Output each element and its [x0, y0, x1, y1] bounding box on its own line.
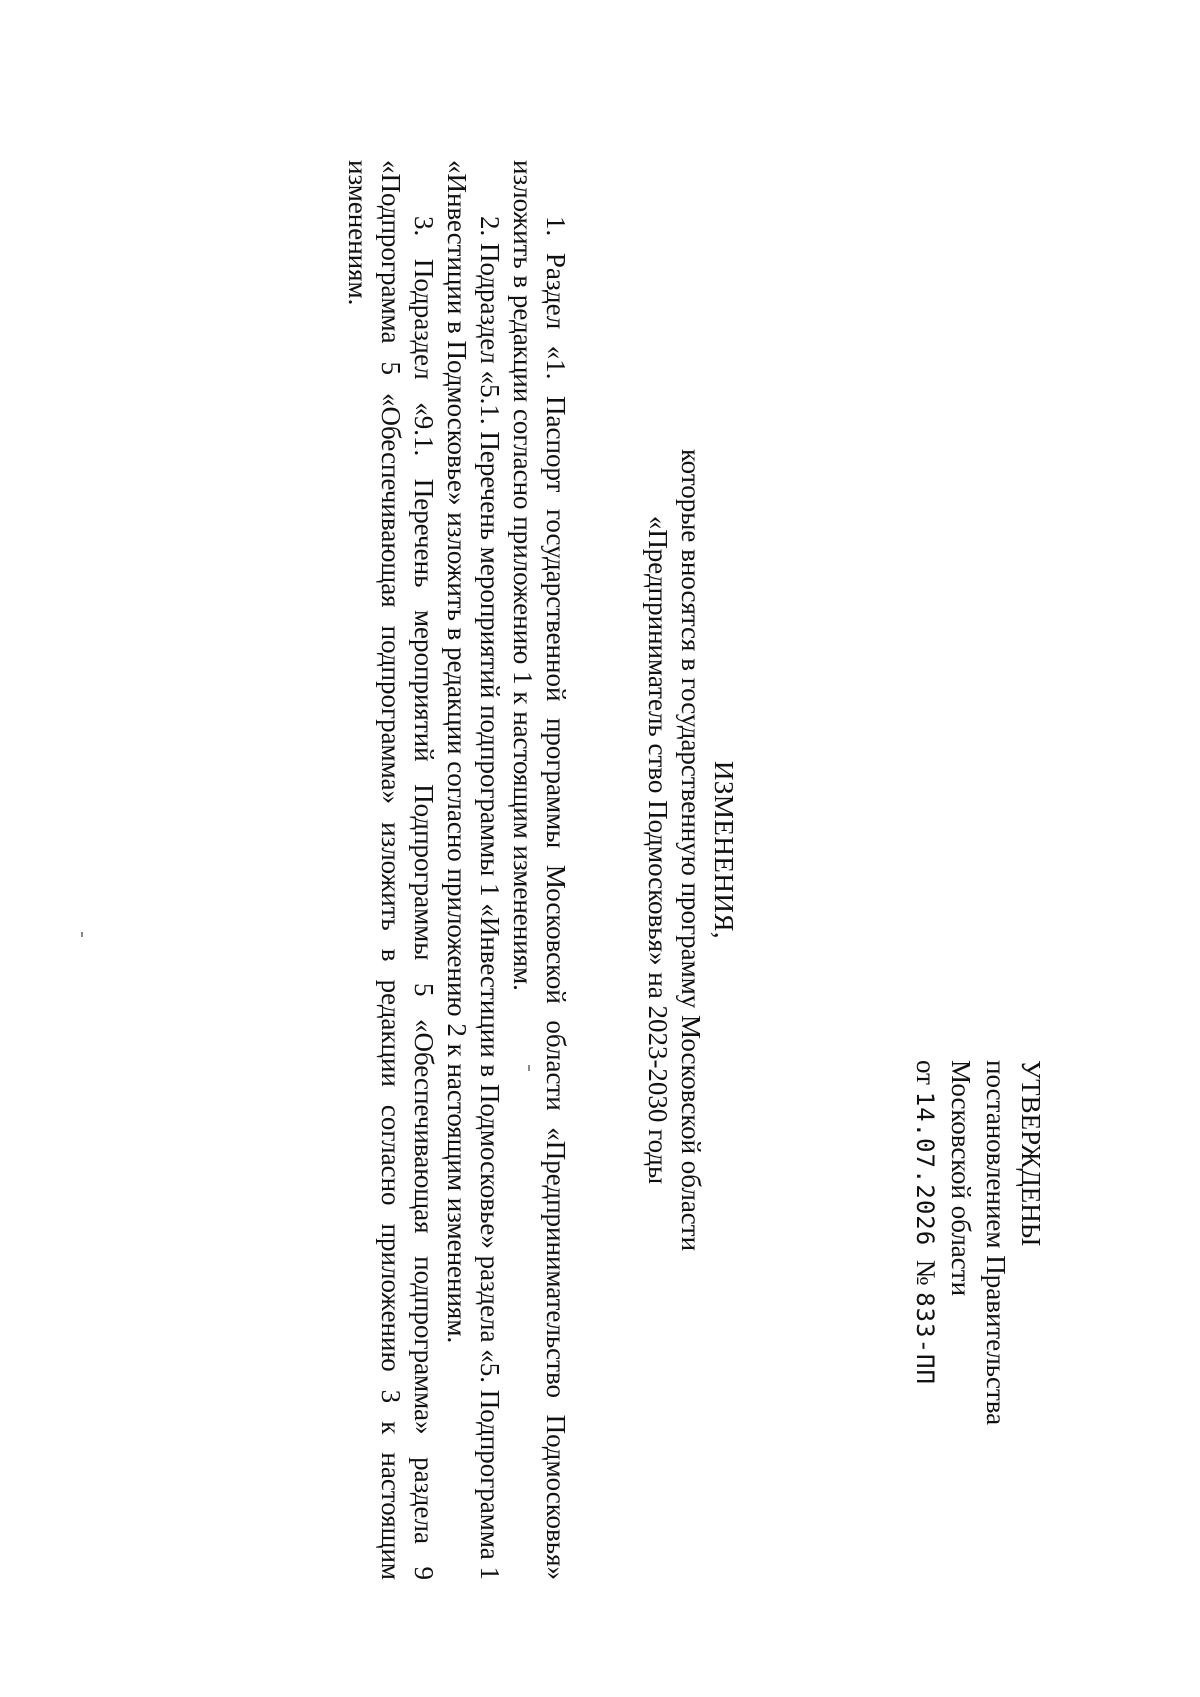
approval-heading: УТВЕРЖДЕНЫ [1016, 1060, 1046, 1247]
approval-line-1: постановлением Правительства [981, 1060, 1011, 1426]
paragraph-1: 1. Раздел «1. Паспорт государственной программы Московской области «Предпринимательство Подмосковья» изложить в редакции согласно приложению 1 к настоящим изменениям. [508, 160, 571, 1580]
approval-date: 14.07.2026 [911, 1091, 939, 1247]
scan-speck [81, 932, 83, 937]
document-title [641, 220, 740, 1480]
date-prefix: от [911, 1060, 941, 1085]
title-line-1: которые вносятся в государственную программу Московской области [676, 448, 706, 1252]
approval-number: 833-ПП [911, 1292, 939, 1385]
title-heading: ИЗМЕНЕНИЯ, [709, 760, 739, 940]
approval-line-2: Московской области [946, 1060, 976, 1297]
number-sign: № [911, 1259, 941, 1286]
paragraph-2: 2. Подраздел «5.1. Перечень мероприятий подпрограммы 1 «Инвестиции в Подмосковье» раздела «5. Подпрограмма 1 «Инвестиции в Подмосковье» изложить в редакции согласно приложению 2 к настоящим изменениям. [442, 160, 505, 1580]
paragraph-3: 3. Подраздел «9.1. Перечень мероприятий Подпрограммы 5 «Обеспечивающая подпрограмма» раздела 9 «Подпрограмма 5 «Обеспечивающая подпрограмма» изложить в редакции согласно приложению 3 к настоящим изменениям. [343, 160, 439, 1580]
scan-speck [528, 1065, 530, 1071]
document-body [341, 160, 572, 1580]
approval-stamp [907, 1060, 1048, 1660]
approval-date-line [907, 1060, 943, 1660]
title-line-2: «Предприниматель ство Подмосковья» на 2023-2030 годы [643, 515, 673, 1185]
